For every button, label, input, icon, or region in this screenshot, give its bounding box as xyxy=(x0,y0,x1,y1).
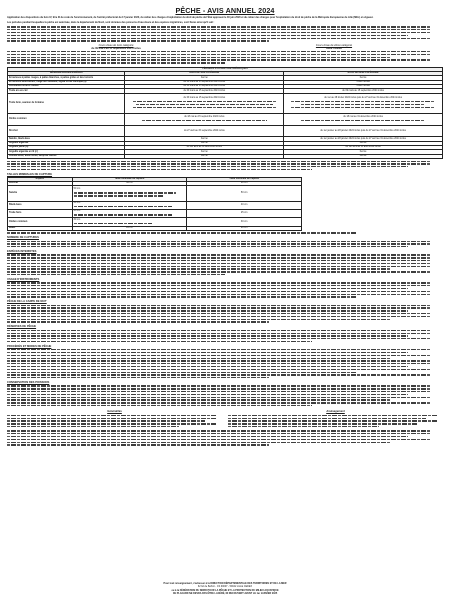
table-footnotes xyxy=(7,161,443,171)
col-second-category: EAUX DE 2ème CATÉGORIE xyxy=(284,71,443,75)
size-limits-table xyxy=(7,177,302,231)
closing-text xyxy=(7,430,443,445)
first-period xyxy=(125,93,284,113)
two-column-block xyxy=(7,408,443,429)
table-row xyxy=(8,218,302,226)
size-second: 40 cm xyxy=(187,201,302,209)
table-row xyxy=(8,209,302,217)
generalities-column xyxy=(7,408,222,429)
table-row xyxy=(8,113,443,126)
species-name: Grande alose, alose feinte, lamproie marine xyxy=(8,154,125,158)
intro-text: Application des dispositions du livre IV, titre III du code de l'environnement, de l'arrêté préfectoral du 17 janvier 2020, du cahier des charges d'exploitation du droit de pêche de l'État approuvé le 30 juin 2020 et du cahier des charges pour l'exploitation du droit de pêche de la Métropole Européenne de Lille (MEL) en vigueur. xyxy=(7,16,374,19)
intro-body-text xyxy=(7,26,443,41)
size-first xyxy=(72,209,187,217)
first-period: Fermé xyxy=(125,154,284,158)
col-first-category: EAUX DE 1ère CATÉGORIE xyxy=(125,71,284,75)
size-second: 20 cm xyxy=(187,226,302,230)
size-first: 60 cm xyxy=(72,181,187,185)
table-row xyxy=(8,93,443,113)
night-carp-heading: PÊCHE DE LA CARPE DE NUIT xyxy=(7,300,47,304)
size-species: Truite fario xyxy=(8,209,73,217)
second-period xyxy=(284,93,443,113)
conservation-heading: CONSERVATION DES POISSONS xyxy=(7,380,50,384)
footer-line-3: ou à la FÉDÉRATION DU NORD POUR LA PÊCHE ET LA PROTECTION DU MILIEU AQUATIQUE xyxy=(171,588,279,592)
second-period: du 09 mars au 15 septembre 2024 inclus xyxy=(284,89,443,93)
second-period: Toute l'année xyxy=(284,80,443,84)
first-period: Fermé xyxy=(125,141,284,145)
first-period: Fermé xyxy=(125,137,284,141)
second-period: Fermé xyxy=(284,76,443,80)
size-species: Sandre xyxy=(8,185,73,201)
catch-count-heading: NOMBRE DE CAPTURES xyxy=(7,236,39,240)
instruments-heading: USAGE D'INSTRUMENTS xyxy=(7,277,40,281)
col-species: DÉSIGNATION DES ESPÈCES xyxy=(8,71,125,75)
table-row xyxy=(8,226,302,230)
second-period xyxy=(284,113,443,126)
conservation-text xyxy=(7,385,443,406)
opening-periods-table xyxy=(7,67,443,159)
forbidden-species-heading: ESPÈCES INTERDITES xyxy=(7,249,37,253)
size-species: Ombre commun xyxy=(8,218,73,226)
size-col-first: Taille minimale de capture xyxy=(72,177,187,181)
second-period: Fermé xyxy=(284,141,443,145)
species-name: Anguille jaune (b) xyxy=(8,145,125,149)
size-species: Mulet xyxy=(8,226,73,230)
methods-heading: PROCÉDÉS ET MODES DE PÊCHE xyxy=(7,344,52,348)
footer-line-1: Pour tout renseignement, s'adresser à la DIRECTION DÉPARTEMENTALE DES TERRITOIRES ET DE LA MER xyxy=(163,582,287,586)
size-second: 30 cm xyxy=(187,218,302,226)
catch-count-text xyxy=(7,241,443,248)
first-category-col xyxy=(20,44,212,50)
second-period: du 1er janvier au 28 janvier 2024 inclus puis du 27 avril au 31 décembre 2024 inclus xyxy=(284,137,443,141)
reserves-heading: RÉSERVES DE PÊCHE xyxy=(7,325,37,329)
first-category-dates: du 09 mars au 15 septembre 2024 inclus xyxy=(91,46,141,50)
first-period: du 09 mars au 15 septembre 2024 inclus xyxy=(125,80,284,84)
size-first-text: 40 cm xyxy=(73,200,81,204)
size-first xyxy=(72,201,187,209)
table-row xyxy=(8,126,443,137)
second-category-dates: toute l'année xyxy=(326,46,342,50)
size-first: 20 cm xyxy=(72,226,187,230)
first-category-heading: Cours d'eau de 1ère catégorie xyxy=(98,43,134,47)
second-period: Fermé xyxy=(284,150,443,154)
species-name: Ombre commun xyxy=(8,113,125,126)
species-name: Écrevisses américaines, rouge de Louisiane, signal ou du Pacifique (a) xyxy=(8,80,125,84)
periods-table-title: PÉRIODES D'OUVERTURE SPÉCIFIQUES xyxy=(8,67,443,71)
generalities-heading: Généralités xyxy=(107,410,122,414)
size-first xyxy=(72,185,187,201)
category-body-text xyxy=(7,51,443,63)
size-first-text: 50 cm xyxy=(73,187,81,191)
first-period-text: du 18 mai au 15 septembre 2024 inclus xyxy=(184,116,225,119)
notice-title: PÊCHE - AVIS ANNUEL 2024 xyxy=(175,6,275,15)
category-columns xyxy=(7,44,443,50)
forbidden-species-text xyxy=(7,254,443,275)
notice-page xyxy=(7,3,443,597)
size-first xyxy=(72,218,187,226)
size-species: Black-bass xyxy=(8,201,73,209)
instruments-text xyxy=(7,282,443,297)
size-footnote xyxy=(7,232,443,233)
amenagement-column xyxy=(228,408,443,429)
intro-paragraph xyxy=(7,17,443,20)
generalities-text xyxy=(7,415,222,427)
first-period: du 09 mars au 15 septembre 2024 inclus xyxy=(125,89,284,93)
prohibition-paragraph xyxy=(7,22,443,25)
size-first-text: 30 cm xyxy=(73,217,81,221)
species-name: Anguille argentée en lit (c) xyxy=(8,150,125,154)
first-period: du 27 avril au 15 septembre 2024 inclus xyxy=(125,126,284,137)
first-period: du 09 mars au 15 septembre 2024 inclus xyxy=(125,85,284,89)
species-name: Truite arc-en-ciel xyxy=(8,89,125,93)
species-name: Écrevisses à pattes rouges, à pattes blanches, à pattes grêles et des torrents xyxy=(8,76,125,80)
footer-line-4: CE PLACARD NE DEVRA PAS ÊTRE LACÉRÉ, NI RECOUVERT AVANT LE 1er JANVIER 2025 xyxy=(172,591,278,595)
size-first-text: 25 cm xyxy=(73,209,81,213)
second-category-col xyxy=(238,44,430,50)
second-period-text: du 18 mai au 31 décembre 2024 inclus xyxy=(343,116,383,119)
amenagement-heading: Aménagement xyxy=(326,410,345,414)
species-name: Brochet xyxy=(8,126,125,137)
second-period: du 1er avril au 31 août 2024 inclus xyxy=(284,145,443,149)
prohibition-text: Les périodes pendant lesquelles la pêche est autorisée, dans le département du Nord, sont données des poissons d'eau douce et des espèces migratrices, sont fixées ainsi qu'il suit : xyxy=(7,20,215,24)
size-species: Brochet xyxy=(8,181,73,185)
notice-footer xyxy=(7,582,443,595)
night-carp-text xyxy=(7,305,443,323)
footer-line-2: 62 bd de Belfort - CS 90007 - 59042 LILLE CEDEX xyxy=(197,585,253,589)
amenagement-text xyxy=(228,415,443,427)
size-col-species: Espèce xyxy=(8,177,73,181)
species-name: Grenouilles verte et rousse xyxy=(8,85,125,89)
methods-text xyxy=(7,349,443,378)
first-period: du 1er avril au 31 août 2024 inclus xyxy=(125,145,284,149)
size-second: 60 cm xyxy=(187,181,302,185)
size-section-heading: TAILLES MINIMALES DE CAPTURE xyxy=(7,172,53,176)
second-period: Toute l'année xyxy=(284,85,443,89)
species-name: Truite fario, saumon de fontaine xyxy=(8,93,125,113)
size-second: 25 cm xyxy=(187,209,302,217)
table-row xyxy=(8,154,443,158)
species-name: Sandre, black-bass xyxy=(8,137,125,141)
first-period xyxy=(125,113,284,126)
second-category-heading: Cours d'eau de 2ème catégorie xyxy=(315,43,353,47)
first-period-text: du 09 mars au 15 septembre 2024 inclus xyxy=(183,96,226,99)
first-period: Fermé xyxy=(125,150,284,154)
reserves-text xyxy=(7,330,443,342)
second-period: Fermé xyxy=(284,154,443,158)
first-period: Fermé xyxy=(125,76,284,80)
size-col-second: Taille minimale de capture xyxy=(187,177,302,181)
species-name: Anguille argentée xyxy=(8,141,125,145)
second-period: du 1er janvier au 28 janvier 2024 inclus puis du 27 avril au 31 décembre 2024 inclus xyxy=(284,126,443,137)
table-row xyxy=(8,185,302,201)
size-second: 50 cm xyxy=(187,185,302,201)
second-period-text: du 1er au 28 février 2024 inclus puis du 27 avril au 31 décembre 2024 inclus xyxy=(324,96,402,99)
table-row xyxy=(8,201,302,209)
